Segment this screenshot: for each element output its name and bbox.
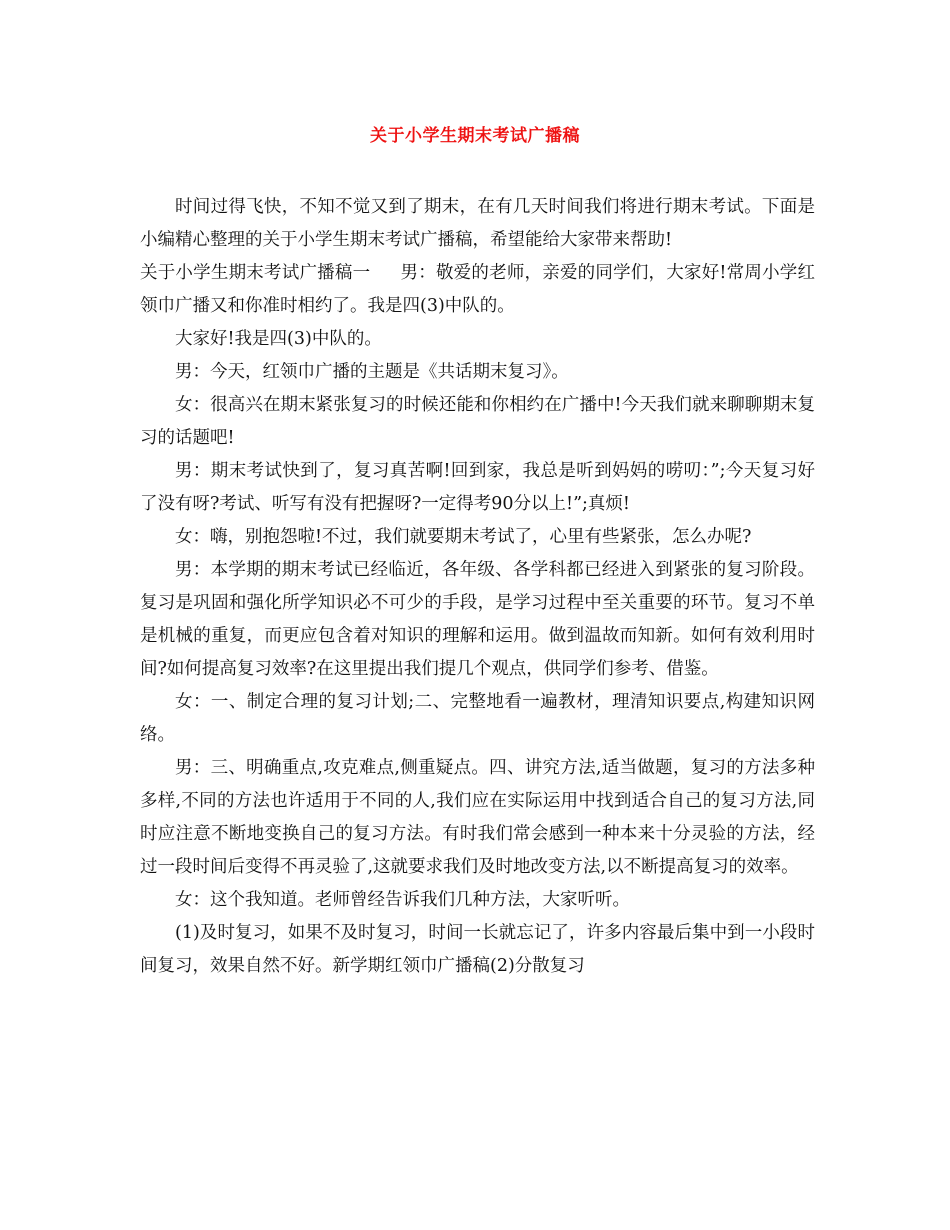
paragraph-female-3: 女：一、制定合理的复习计划;二、完整地看一遍教材，理清知识要点,构建知识网络。 (140, 692, 815, 745)
paragraph-female-2: 女：嗨，别抱怨啦!不过，我们就要期末考试了，心里有些紧张，怎么办呢? (175, 527, 752, 547)
section-first-line: 男：敬爱的老师，亲爱的同学们，大家好!常周小学红领巾广播又和你准时相约了。我是四(3)中队的。 (140, 263, 816, 316)
paragraph-female-1: 女：很高兴在期末紧张复习的时候还能和你相约在广播中!今天我们就来聊聊期末复习的话题吧! (140, 395, 815, 448)
paragraph-section-start (140, 257, 815, 323)
paragraph-male-3: 男：三、明确重点,攻克难点,侧重疑点。四、讲究方法,适当做题，复习的方法多种多样,不同的方法也许适用于不同的人,我们应在实际运用中找到适合自己的复习方法,同时应注意不断地变换自己的复习方法。有时我们常会感到一种本来十分灵验的方法，经过一段时间后变得不再灵验了,这就要求我们及时地改变方法,以不断提高复习的效率。 (140, 758, 815, 877)
paragraph-topic: 男：今天，红领巾广播的主题是《共话期末复习》。 (175, 362, 569, 382)
section-heading: 关于小学生期末考试广播稿一 (140, 263, 371, 283)
paragraph-greeting: 大家好!我是四(3)中队的。 (175, 329, 382, 349)
document-body (140, 191, 815, 983)
paragraph-method-1: (1)及时复习，如果不及时复习，时间一长就忘记了，许多内容最后集中到一小段时间复习，效果自然不好。新学期红领巾广播稿(2)分散复习 (140, 923, 815, 976)
paragraph-male-2: 男：本学期的期末考试已经临近，各年级、各学科都已经进入到紧张的复习阶段。复习是巩固和强化所学知识必不可少的手段，是学习过程中至关重要的环节。复习不单是机械的重复，而更应包含着对知识的理解和运用。做到温故而知新。如何有效利用时间?如何提高复习效率?在这里提出我们提几个观点，供同学们参考、借鉴。 (140, 560, 815, 679)
document-title: 关于小学生期末考试广播稿 (370, 126, 580, 146)
paragraph-intro: 时间过得飞快，不知不觉又到了期末，在有几天时间我们将进行期末考试。下面是小编精心整理的关于小学生期末考试广播稿，希望能给大家带来帮助! (140, 197, 815, 250)
paragraph-female-4: 女：这个我知道。老师曾经告诉我们几种方法，大家听听。 (175, 890, 630, 910)
paragraph-male-1: 男：期末考试快到了，复习真苦啊!回到家，我总是听到妈妈的唠叨：”;今天复习好了没有呀?考试、听写有没有把握呀?一定得考90分以上!”;真烦! (140, 461, 815, 514)
